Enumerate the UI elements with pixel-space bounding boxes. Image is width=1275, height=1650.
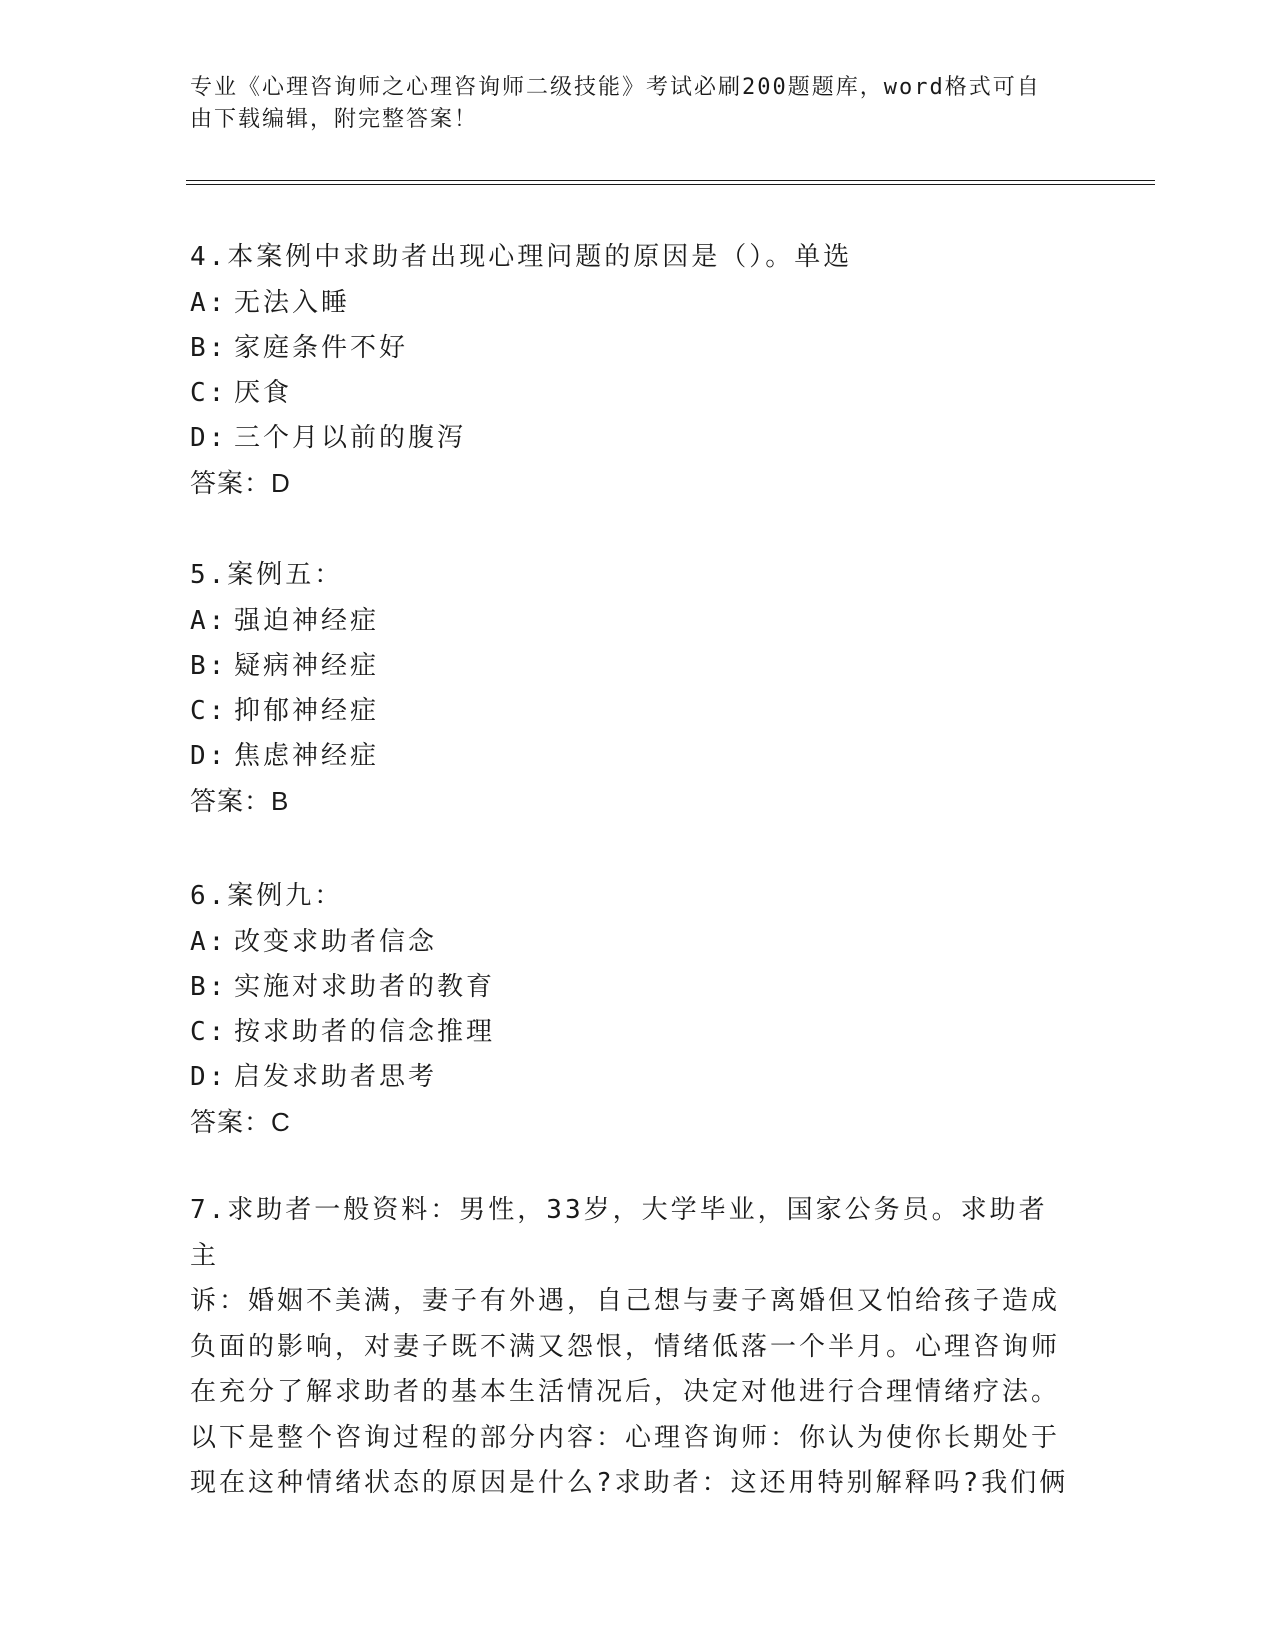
option-key: D: (190, 423, 228, 453)
option-text: 厌食 (234, 378, 293, 408)
header-divider-bottom (186, 184, 1155, 185)
document-header (190, 72, 1070, 136)
option-text: 焦虑神经症 (234, 741, 380, 771)
option-key: A: (190, 288, 228, 318)
option-key: D: (190, 1062, 228, 1092)
option-a (190, 599, 1070, 644)
option-text: 抑郁神经症 (234, 696, 380, 726)
paragraph-line: 以下是整个咨询过程的部分内容：心理咨询师：你认为使你长期处于 (190, 1422, 1061, 1453)
option-text: 家庭条件不好 (234, 333, 409, 363)
header-divider-top (186, 180, 1155, 181)
answer-line: 答案：C (190, 1107, 291, 1137)
option-b (190, 965, 1070, 1010)
question-stem: 5.案例五： (190, 560, 344, 590)
option-key: A: (190, 927, 228, 957)
paragraph-line: 7.求助者一般资料：男性，33岁，大学毕业，国家公务员。求助者主 (190, 1195, 1048, 1271)
option-a (190, 920, 1070, 965)
option-key: A: (190, 606, 228, 636)
option-b (190, 326, 1070, 371)
paragraph-line: 现在这种情绪状态的原因是什么?求助者：这还用特别解释吗?我们俩 (190, 1468, 1069, 1498)
option-text: 实施对求助者的教育 (234, 972, 496, 1002)
option-text: 三个月以前的腹泻 (234, 423, 467, 453)
question-stem: 4.本案例中求助者出现心理问题的原因是（）。单选 (190, 242, 853, 272)
option-d (190, 734, 1070, 779)
option-text: 疑病神经症 (234, 651, 380, 681)
option-text: 按求助者的信念推理 (234, 1017, 496, 1047)
option-a (190, 281, 1070, 326)
option-key: C: (190, 696, 228, 726)
option-key: D: (190, 741, 228, 771)
option-key: B: (190, 972, 228, 1002)
option-key: B: (190, 333, 228, 363)
answer-line: 答案：D (190, 468, 291, 498)
paragraph-line: 在充分了解求助者的基本生活情况后，决定对他进行合理情绪疗法。 (190, 1377, 1061, 1407)
option-text: 改变求助者信念 (234, 927, 438, 957)
question-4 (190, 234, 1070, 506)
option-b (190, 644, 1070, 689)
option-c (190, 689, 1070, 734)
option-text: 强迫神经症 (234, 606, 380, 636)
question-stem: 6.案例九： (190, 881, 344, 911)
answer-line: 答案：B (190, 786, 290, 816)
option-text: 启发求助者思考 (234, 1062, 438, 1092)
option-key: C: (190, 378, 228, 408)
option-key: B: (190, 651, 228, 681)
option-c (190, 371, 1070, 416)
question-7 (190, 1188, 1070, 1507)
question-6 (190, 873, 1070, 1145)
header-title-line-2: 由下载编辑，附完整答案！ (190, 107, 479, 132)
option-d (190, 416, 1070, 461)
header-title-line-1: 专业《心理咨询师之心理咨询师二级技能》考试必刷200题题库，word格式可自 (190, 75, 1041, 100)
option-d (190, 1055, 1070, 1100)
option-text: 无法入睡 (234, 288, 351, 318)
option-c (190, 1010, 1070, 1055)
paragraph-line: 诉：婚姻不美满，妻子有外遇，自己想与妻子离婚但又怕给孩子造成 (190, 1286, 1061, 1316)
option-key: C: (190, 1017, 228, 1047)
question-5 (190, 552, 1070, 824)
paragraph-line: 负面的影响，对妻子既不满又怨恨，情绪低落一个半月。心理咨询师 (190, 1331, 1061, 1362)
